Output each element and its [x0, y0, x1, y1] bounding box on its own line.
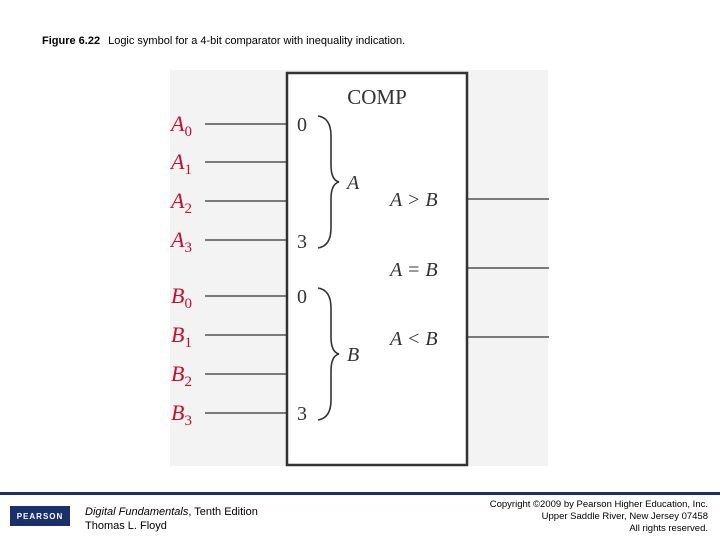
pearson-logo: PEARSON	[10, 506, 70, 526]
book-title: Digital Fundamentals	[85, 506, 189, 518]
group-a-top-index: 0	[297, 114, 307, 136]
figure-number: Figure 6.22	[42, 35, 101, 47]
input-label-a3: $A_3$	[171, 227, 192, 256]
copyright-line-2: Upper Saddle River, New Jersey 07458	[541, 511, 708, 522]
footer-divider	[0, 492, 720, 495]
input-label-b2: $B_2$	[171, 361, 192, 390]
output-label-greater: A > B	[390, 189, 438, 211]
group-a-bottom-index: 3	[297, 231, 307, 253]
comparator-box	[287, 73, 467, 465]
output-label-equal: A = B	[390, 259, 438, 281]
output-label-less: A < B	[390, 328, 438, 350]
group-b-label: B	[347, 344, 360, 366]
input-label-b0: $B_0$	[171, 283, 192, 312]
book-edition: , Tenth Edition	[188, 506, 258, 518]
input-label-b3: $B_3$	[171, 400, 192, 429]
copyright-line-1: Copyright ©2009 by Pearson Higher Education, Inc.	[489, 499, 708, 510]
input-label-a2: $A_2$	[171, 188, 192, 217]
group-a-label: A	[347, 172, 360, 194]
group-b-top-index: 0	[297, 286, 307, 308]
book-info	[85, 505, 258, 533]
book-author: Thomas L. Floyd	[85, 520, 167, 532]
figure-caption-text: Logic symbol for a 4-bit comparator with inequality indication.	[108, 35, 406, 47]
input-label-b1: $B_1$	[171, 322, 192, 351]
comparator-title: COMP	[347, 85, 407, 109]
group-b-bottom-index: 3	[297, 403, 307, 425]
copyright-notice	[490, 499, 708, 535]
copyright-line-3: All rights reserved.	[629, 523, 708, 534]
input-label-a0: $A_0$	[171, 111, 192, 140]
input-label-a1: $A_1$	[171, 149, 192, 178]
